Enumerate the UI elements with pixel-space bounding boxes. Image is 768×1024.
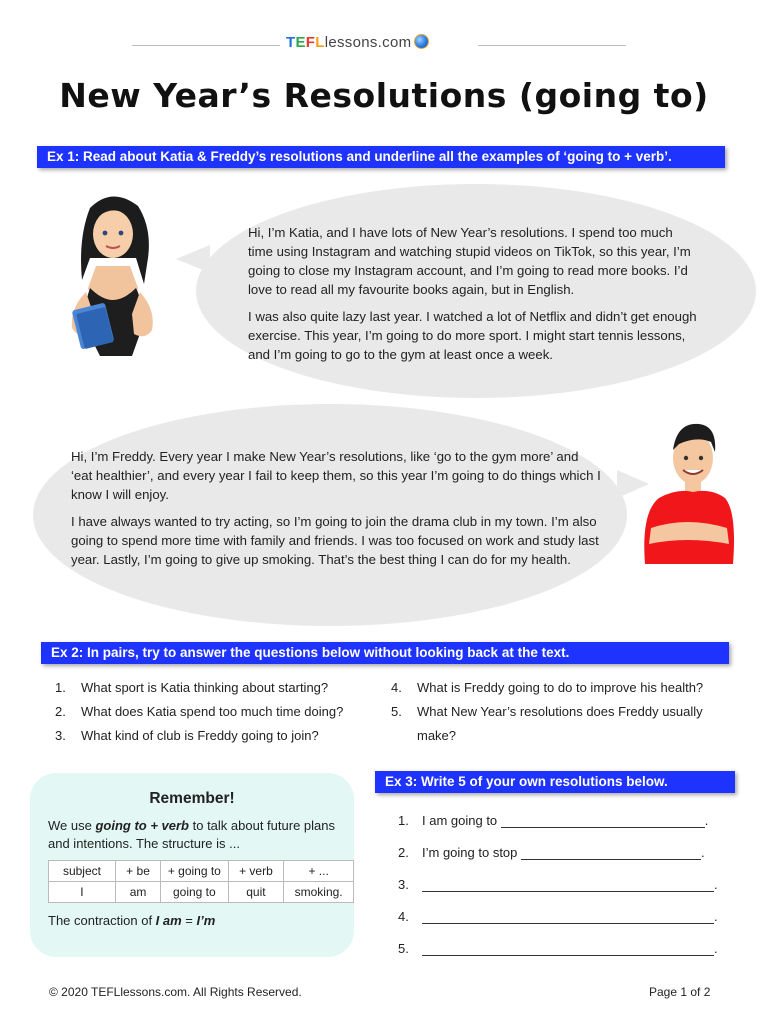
resolution-line-3[interactable]: 3. . [398,877,718,892]
question-5: 5. What New Year’s resolutions does Freddy usually make? [391,704,703,743]
structure-table-row: I am going to quit smoking. [49,882,354,903]
freddy-avatar [637,416,737,564]
exercise-1-bar: Ex 1: Read about Katia & Freddy’s resolutions and underline all the examples of ‘going to + verb’. [37,146,725,168]
katia-text [248,223,700,372]
structure-table [48,860,354,903]
exercise-2-bar: Ex 2: In pairs, try to answer the questions below without looking back at the text. [41,642,729,664]
globe-icon [414,34,429,49]
remember-text: We use going to + verb to talk about future plans and intentions. The structure is ... [48,818,335,851]
resolution-lines [398,813,718,973]
resolution-line-4[interactable]: 4. . [398,909,718,924]
freddy-paragraph-2: I have always wanted to try acting, so I’m going to join the drama club in my town. I’m also going to spend more time with family and friends. I was too focused on work and study last year. Lastly, I’m going to give up smoking. That’s the best thing I can do for my health. [71,514,599,567]
katia-bubble-tail [176,245,210,273]
contraction-note: The contraction of I am = I’m [48,913,216,928]
katia-paragraph-1: Hi, I’m Katia, and I have lots of New Year’s resolutions. I spend too much time using Instagram and watching stupid videos on TikTok, so this year, I’m going to close my Instagram account, and I’m going to read more books. I’d love to read all my favourite books again, but in English. [248,225,691,297]
questions-right [391,676,731,748]
exercise-3-bar: Ex 3: Write 5 of your own resolutions below. [375,771,735,793]
freddy-paragraph-1: Hi, I’m Freddy. Every year I make New Year’s resolutions, like ‘go to the gym more’ and ‘eat healthier’, and every year I fail to keep them, so this year I’m going to do things which I know I will enjoy. [71,449,601,502]
resolution-line-1[interactable]: 1. I am going to . [398,813,709,828]
resolution-line-5[interactable]: 5. . [398,941,718,956]
question-3: 3. What kind of club is Freddy going to join? [55,728,319,743]
header-rule-left [132,45,280,46]
remember-box [30,773,354,957]
questions-left [55,676,375,748]
remember-title: Remember! [149,790,235,807]
katia-paragraph-2: I was also quite lazy last year. I watched a lot of Netflix and didn’t get enough exercise. This year, I’m going to do more sport. I might start tennis lessons, and I’m going to go to the gym at least once a week. [248,309,697,362]
resolution-line-2[interactable]: 2. I’m going to stop . [398,845,705,860]
question-4: 4. What is Freddy going to do to improve his health? [391,680,704,695]
page-number: Page 1 of 2 [649,985,711,999]
header-rule-right [478,45,626,46]
question-1: 1. What sport is Katia thinking about starting? [55,680,329,695]
question-2: 2. What does Katia spend too much time doing? [55,704,344,719]
page-title: New Year’s Resolutions (going to) [59,76,709,115]
structure-table-header: subject + be + going to + verb + ... [49,861,354,882]
katia-avatar [60,188,164,356]
site-logo: TEFLlessons.com [286,34,429,51]
freddy-text [71,447,601,577]
copyright-text: © 2020 TEFLlessons.com. All Rights Reserved. [49,985,302,999]
